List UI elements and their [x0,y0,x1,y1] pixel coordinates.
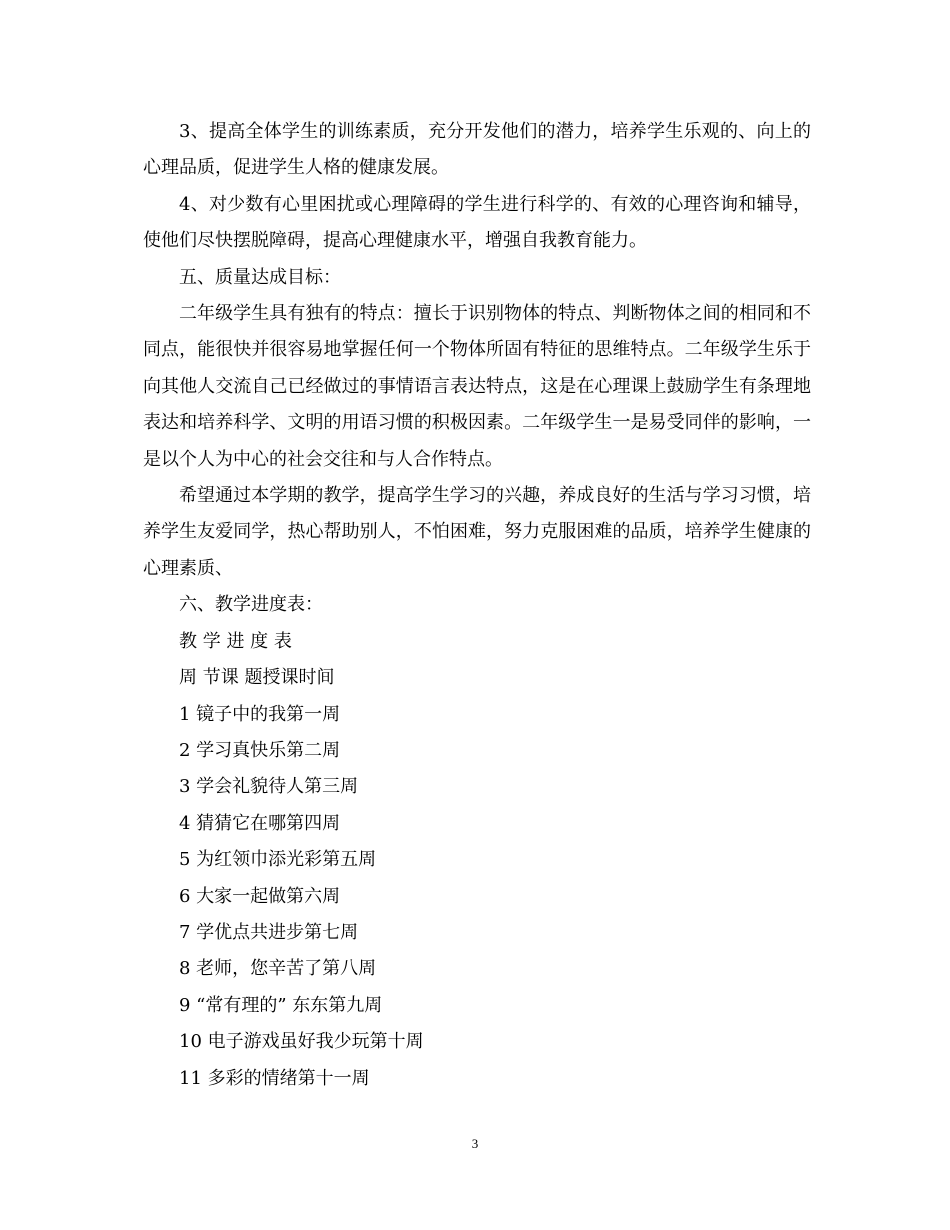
paragraph-student-traits: 二年级学生具有独有的特点：擅长于识别物体的特点、判断物体之间的相同和不同点，能很快并很容易地掌握任何一个物体所固有特征的思维特点。二年级学生乐于向其他人交流自己已经做过的事情语言表达特点，这是在心理课上鼓励学生有条理地表达和培养科学、文明的用语习惯的积极因素。二年级学生一是易受同伴的影响，一是以个人为中心的社会交往和与人合作特点。 [143,303,811,470]
schedule-row: 6 大家一起做第六周 [179,885,341,907]
schedule-row: 9 “常有理的” 东东第九周 [179,994,383,1016]
schedule-row: 2 学习真快乐第二周 [179,739,341,761]
section-heading-schedule: 六、教学进度表： [179,594,323,616]
section-heading-quality-goals: 五、质量达成目标： [179,266,341,288]
paragraph-goal-4: 4、对少数有心里困扰或心理障碍的学生进行科学的、有效的心理咨询和辅导，使他们尽快摆脱障碍，提高心理健康水平，增强自我教育能力。 [143,193,811,252]
document-body [143,114,811,1097]
paragraph-goal-3: 3、提高全体学生的训练素质，充分开发他们的潜力，培养学生乐观的、向上的心理品质，促进学生人格的健康发展。 [143,121,811,179]
schedule-row: 11 多彩的情绪第十一周 [179,1067,370,1089]
schedule-row: 3 学会礼貌待人第三周 [179,776,359,798]
schedule-row: 10 电子游戏虽好我少玩第十周 [179,1031,424,1053]
schedule-row: 7 学优点共进步第七周 [179,921,359,943]
schedule-row: 1 镜子中的我第一周 [179,703,341,725]
schedule-row: 4 猜猜它在哪第四周 [179,812,341,834]
page-number: 3 [471,1136,479,1151]
schedule-title: 教 学 进 度 表 [179,630,292,652]
schedule-row: 8 老师，您辛苦了第八周 [179,958,377,980]
schedule-row: 5 为红领巾添光彩第五周 [179,849,377,871]
schedule-header: 周 节课 题授课时间 [179,667,335,689]
paragraph-hope: 希望通过本学期的教学，提高学生学习的兴趣，养成良好的生活与学习习惯，培养学生友爱同学，热心帮助别人，不怕困难，努力克服困难的品质，培养学生健康的心理素质、 [143,485,811,579]
